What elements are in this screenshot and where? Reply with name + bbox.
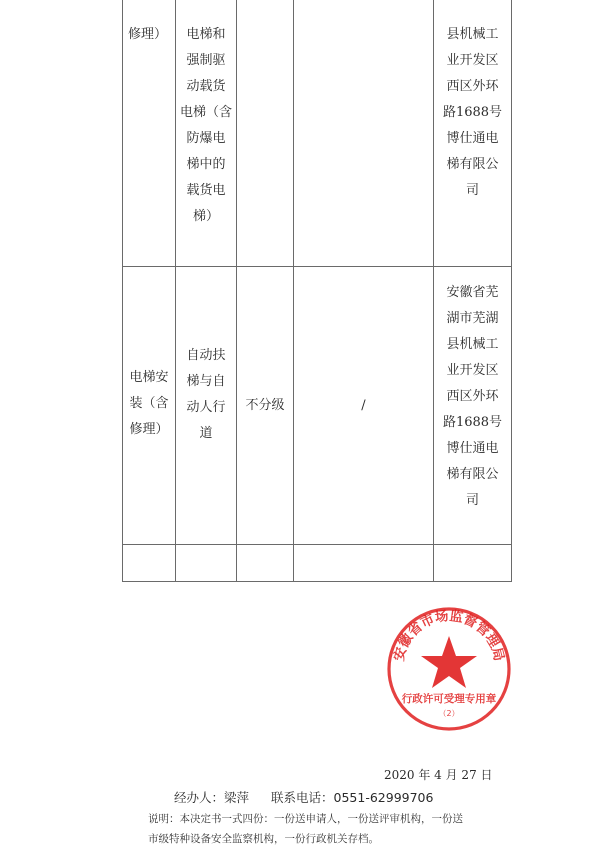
seal-number: （2） bbox=[438, 709, 460, 718]
seal-bottom-text: 行政许可受理专用章 bbox=[401, 693, 497, 705]
row2-col4-text: / bbox=[361, 398, 366, 413]
row1-col1-text: 修理） bbox=[128, 27, 168, 42]
seal-star-icon bbox=[421, 636, 477, 688]
seal-arc-text: 安徽省市场监督管理局 bbox=[391, 608, 507, 663]
row1-col2-text: 电梯和 强制驱 动载货 电梯（含 防爆电 梯中的 载货电 梯） bbox=[179, 27, 232, 224]
row2-col3-text: 不分级 bbox=[245, 398, 285, 413]
table-row-divider-1 bbox=[122, 266, 512, 267]
contact-line bbox=[174, 788, 433, 806]
official-seal-stamp bbox=[386, 606, 512, 732]
row2-col5-text: 安徽省芜 湖市芜湖 县机械工 业开发区 西区外环 路1688号 博仕通电 梯有限公 司 bbox=[442, 285, 503, 508]
table-row-divider-2 bbox=[122, 544, 512, 545]
issue-date: 2020 年 4 月 27 日 bbox=[384, 768, 493, 782]
contact-phone: 联系电话：0551-62999706 bbox=[271, 790, 434, 805]
note-line-1: 说明：本决定书一式四份：一份送申请人，一份送评审机构，一份送 bbox=[148, 813, 463, 825]
row2-col2-text: 自动扶 梯与自 动人行 道 bbox=[186, 348, 226, 441]
note-line-2: 市级特种设备安全监察机构，一份行政机关存档。 bbox=[148, 833, 379, 845]
table-border-left bbox=[122, 0, 123, 581]
handler-name: 经办人：梁萍 bbox=[174, 790, 250, 805]
table-border-bottom bbox=[122, 581, 512, 582]
table-border-right bbox=[511, 0, 512, 581]
table-divider-2 bbox=[236, 0, 237, 581]
table-divider-3 bbox=[293, 0, 294, 581]
row1-col5-text: 县机械工 业开发区 西区外环 路1688号 博仕通电 梯有限公 司 bbox=[442, 27, 503, 198]
row2-col1-text: 电梯安 装（含 修理） bbox=[129, 370, 169, 437]
